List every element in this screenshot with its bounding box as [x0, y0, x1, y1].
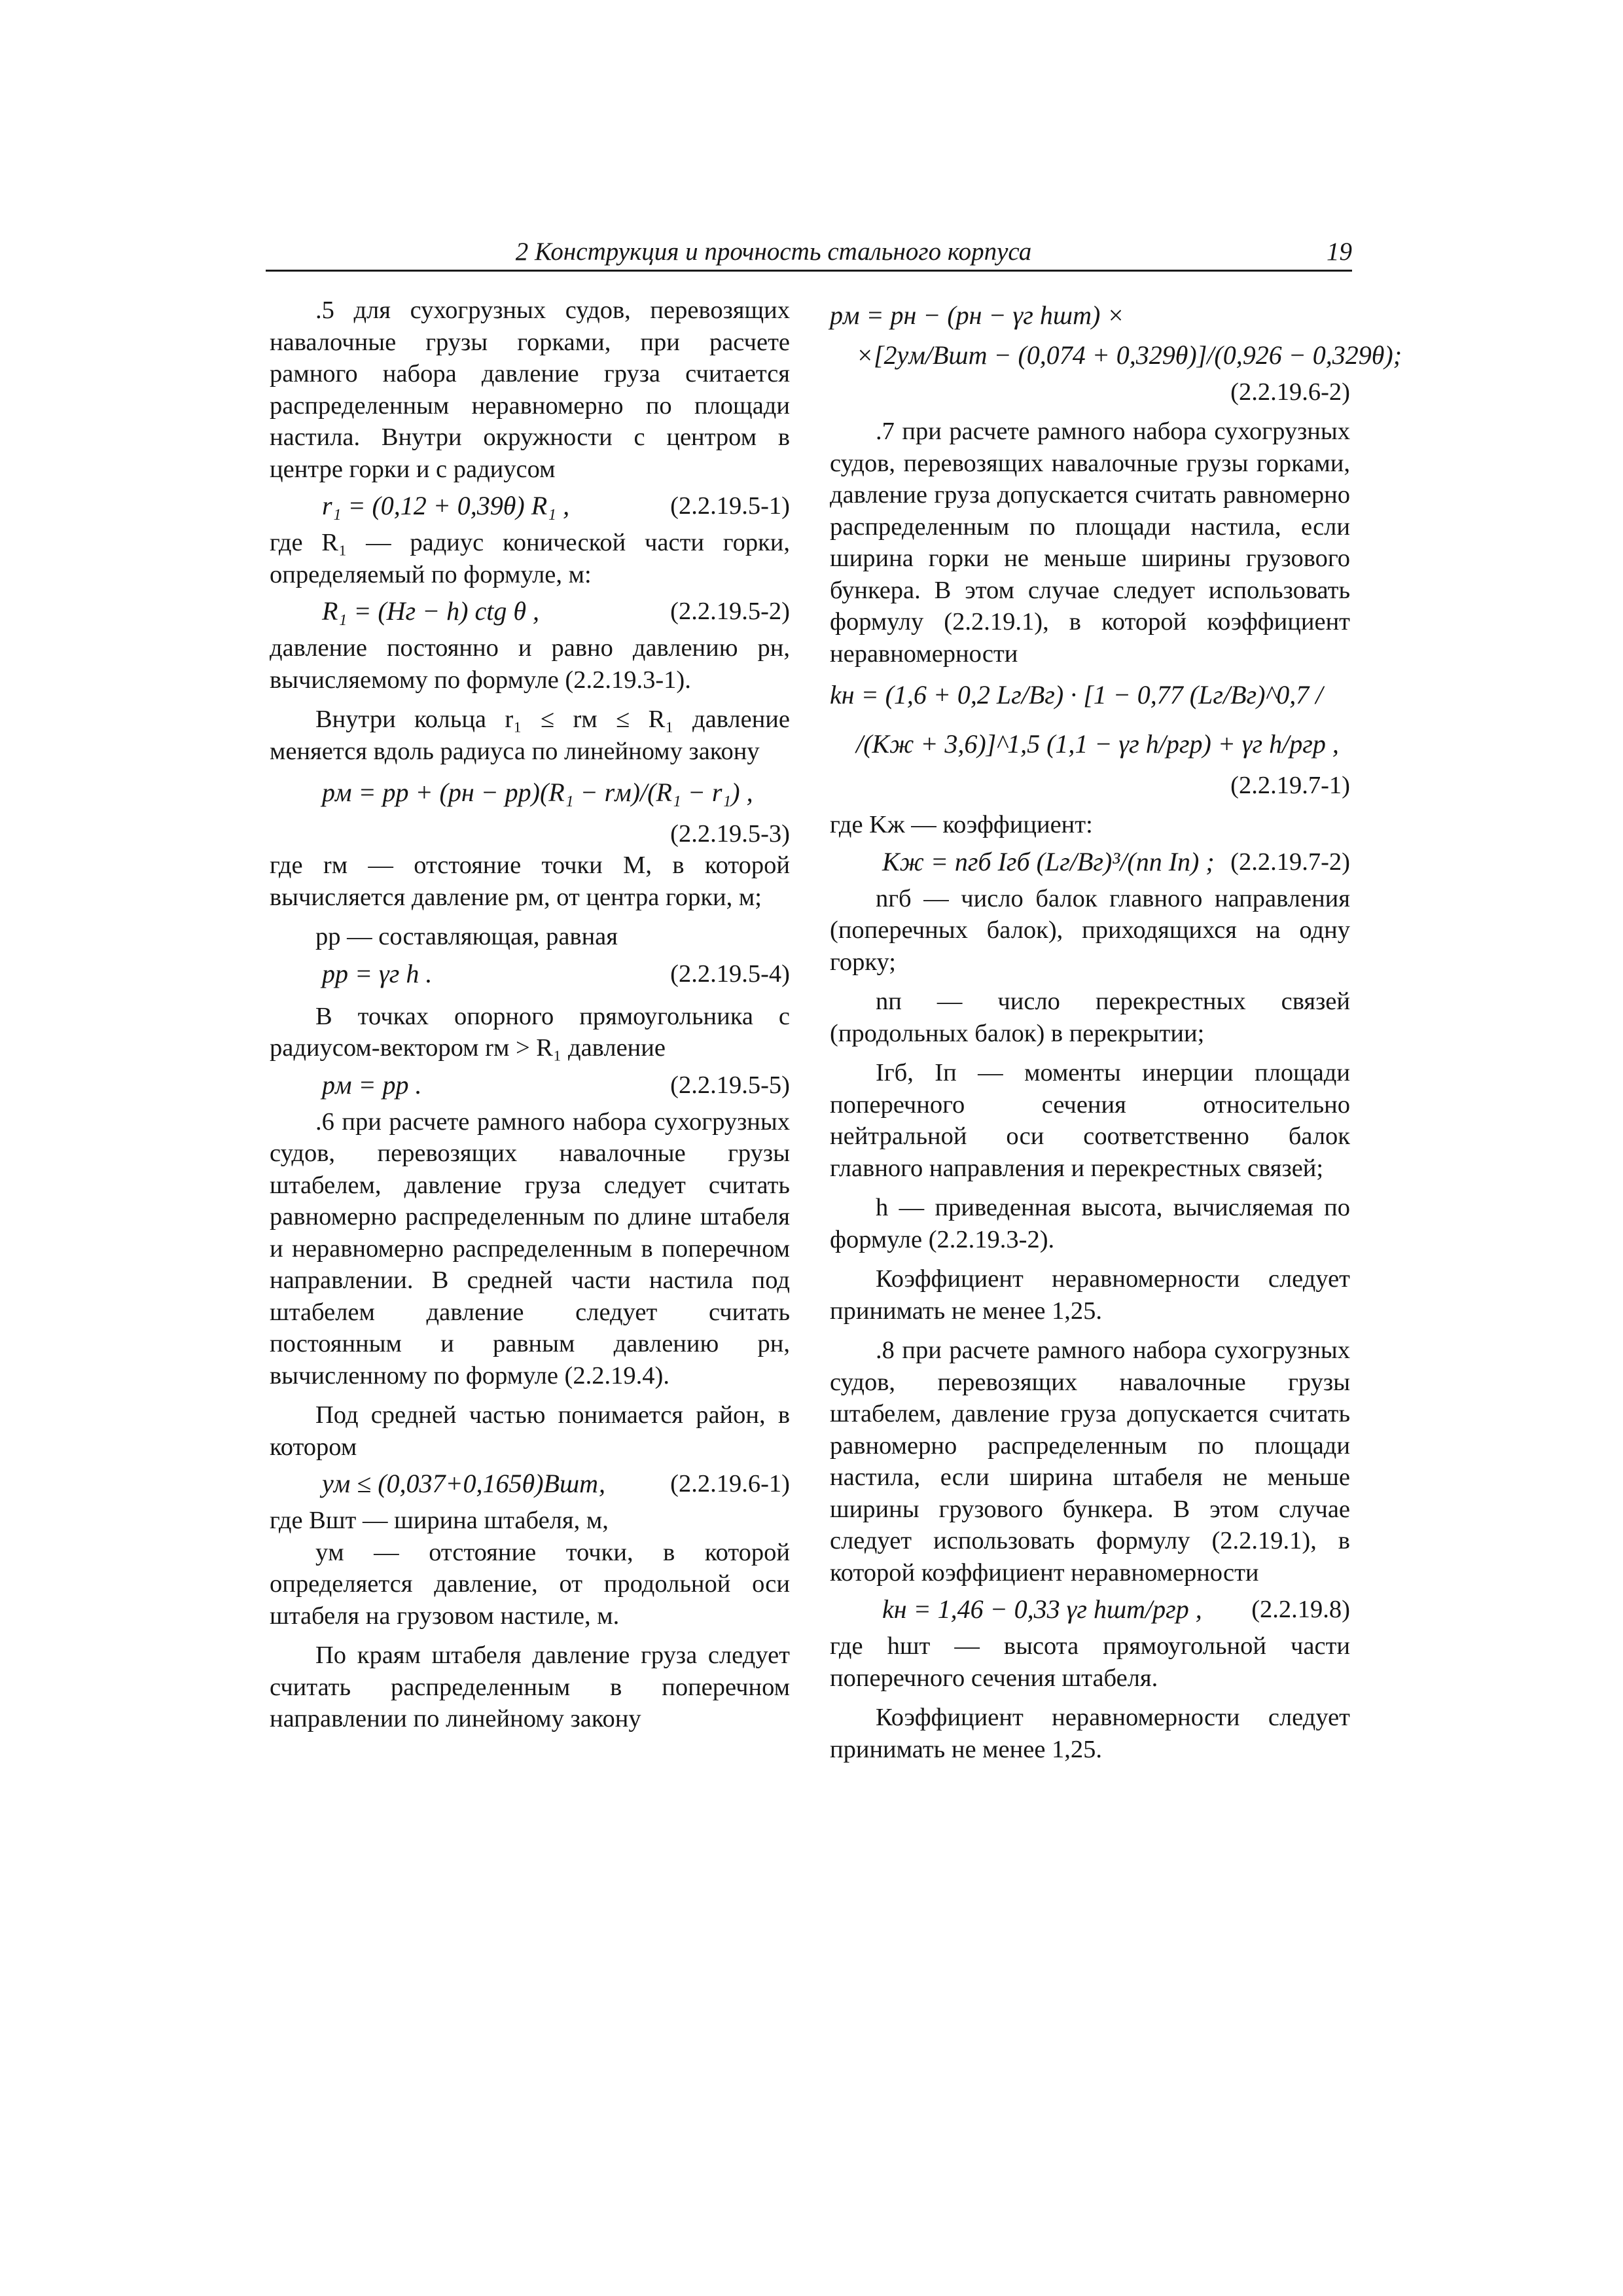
equation-number: (2.2.19.5-5)	[670, 1071, 790, 1099]
formula: yм ≤ (0,037+0,165θ)Bшт,	[322, 1469, 606, 1498]
paragraph: Коэффициент неравномерности следует принимать не менее 1,25.	[830, 1704, 1350, 1763]
paragraph: Под средней частью понимается район, в котором	[270, 1401, 790, 1461]
paragraph: .5 для сухогрузных судов, перевозящих навалочные грузы горками, при расчете рамного набора давление груза считается распределенным неравномерно по площади настила. Внутри окружности с центром в центре горки и с радиусом	[270, 296, 790, 483]
equation-2-2-19-6-2	[830, 296, 1350, 334]
equation-2-2-19-7-1-line2	[830, 721, 1350, 768]
equation-number: (2.2.19.6-1)	[670, 1470, 790, 1498]
formula: ×[2yм/Bшт − (0,074 + 0,329θ)]/(0,926 − 0,329θ);	[856, 340, 1402, 370]
equation-number: (2.2.19.6-2)	[1230, 378, 1350, 406]
paragraph: nп — число перекрестных связей (продольных балок) в перекрытии;	[830, 988, 1350, 1047]
paragraph: .8 при расчете рамного набора сухогрузных судов, перевозящих навалочные грузы штабелем, давление груза допускается считать равномерно распределенным по площади настила, если ширина штабеля не меньше ширины грузового бункера. В этом случае следует использовать формулу (2.2.19.1), в которой коэффициент неравномерности	[830, 1336, 1350, 1587]
page-number: 19	[1327, 238, 1352, 266]
equation-2-2-19-5-5	[270, 1066, 790, 1104]
right-column	[830, 295, 1402, 1765]
paragraph: .7 при расчете рамного набора сухогрузных судов, перевозящих навалочные грузы горками, давление груза допускается считать равномерно распределенным по площади настила, если ширина горки не меньше ширины грузового бункера. В этом случае следует использовать формулу (2.2.19.1), в которой коэффициент неравномерности	[830, 418, 1350, 668]
formula: /(Kж + 3,6)]^1,5 (1,1 − γг h/pгр) + γг h/pгр ,	[856, 729, 1339, 759]
paragraph: В точках опорного прямоугольника с радиусом-вектором rм > R₁ давление	[270, 1002, 790, 1062]
paragraph: давление постоянно и равно давлению pн, вычисляемому по формуле (2.2.19.3-1).	[270, 634, 790, 694]
paragraph: Iгб, Iп — моменты инерции площади поперечного сечения относительно нейтральной оси соответственно балок главного направления и перекрестных связей;	[830, 1059, 1350, 1182]
equation-2-2-19-7-1	[830, 672, 1350, 719]
equation-2-2-19-5-3	[270, 769, 790, 816]
formula: kн = (1,6 + 0,2 Lг/Bг) · [1 − 0,77 (Lг/Bг)^0,7 /	[830, 680, 1323, 709]
formula: pр = γг h .	[322, 958, 433, 988]
formula: pм = pн − (pн − γг hшт) ×	[830, 300, 1125, 330]
formula: Kж = nгб Iгб (Lг/Bг)³/(nп Iп) ;	[882, 846, 1215, 876]
header-title: 2 Конструкция и прочность стального корпуса	[515, 238, 1032, 266]
equation-number: (2.2.19.8)	[1251, 1596, 1350, 1623]
formula: R₁ = (Hг − h) ctg θ ,	[322, 596, 539, 626]
equation-2-2-19-8	[830, 1590, 1350, 1628]
equation-number: (2.2.19.5-1)	[670, 492, 790, 520]
running-header	[266, 236, 1352, 272]
equation-2-2-19-7-2	[830, 843, 1350, 881]
equation-number: (2.2.19.7-2)	[1230, 848, 1350, 876]
paragraph: Внутри кольца r₁ ≤ rм ≤ R₁ давление меняется вдоль радиуса по линейному закону	[270, 706, 790, 765]
formula: pм = pр + (pн − pр)(R₁ − rм)/(R₁ − r₁) ,	[322, 778, 753, 807]
paragraph: yм — отстояние точки, в которой определяется давление, от продольной оси штабеля на грузовом настиле, м.	[270, 1538, 790, 1630]
paragraph: pр — составляющая, равная	[315, 923, 618, 950]
equation-2-2-19-6-2-line2	[830, 336, 1402, 374]
paragraph: По краям штабеля давление груза следует считать распределенным в поперечном направлении по линейному закону	[270, 1641, 790, 1732]
left-column	[270, 295, 790, 1735]
paragraph: Коэффициент неравномерности следует принимать не менее 1,25.	[830, 1265, 1350, 1325]
paragraph: h — приведенная высота, вычисляемая по формуле (2.2.19.3-2).	[830, 1194, 1350, 1253]
equation-2-2-19-5-2	[270, 592, 790, 630]
paragraph: где hшт — высота прямоугольной части поперечного сечения штабеля.	[830, 1632, 1350, 1692]
formula: r₁ = (0,12 + 0,39θ) R₁ ,	[322, 491, 570, 520]
paragraph: где Bшт — ширина штабеля, м,	[270, 1507, 609, 1534]
equation-2-2-19-6-1	[270, 1465, 790, 1503]
paragraph: где R₁ — радиус конической части горки, определяемый по формуле, м:	[270, 529, 790, 588]
equation-number: (2.2.19.5-3)	[670, 820, 790, 848]
paragraph: где Kж — коэффициент:	[830, 811, 1093, 838]
equation-number: (2.2.19.5-4)	[670, 960, 790, 988]
equation-2-2-19-5-1	[270, 487, 790, 525]
equation-number: (2.2.19.7-1)	[1230, 772, 1350, 799]
equation-number: (2.2.19.5-2)	[670, 598, 790, 625]
paragraph: где rм — отстояние точки M, в которой вычисляется давление pм, от центра горки, м;	[270, 852, 790, 911]
formula: kн = 1,46 − 0,33 γг hшт/pгр ,	[882, 1594, 1202, 1624]
formula: pм = pр .	[322, 1069, 422, 1100]
paragraph: nгб — число балок главного направления (поперечных балок), приходящихся на одну горку;	[830, 884, 1350, 976]
paragraph: .6 при расчете рамного набора сухогрузных судов, перевозящих навалочные грузы штабелем, давление груза следует считать равномерно распределенным по длине штабеля и неравномерно распределенным в поперечном направлении. В средней части настила под штабелем давление следует считать постоянным и равным давлению pн, вычисленному по формуле (2.2.19.4).	[270, 1107, 790, 1390]
equation-2-2-19-5-4	[270, 955, 790, 993]
